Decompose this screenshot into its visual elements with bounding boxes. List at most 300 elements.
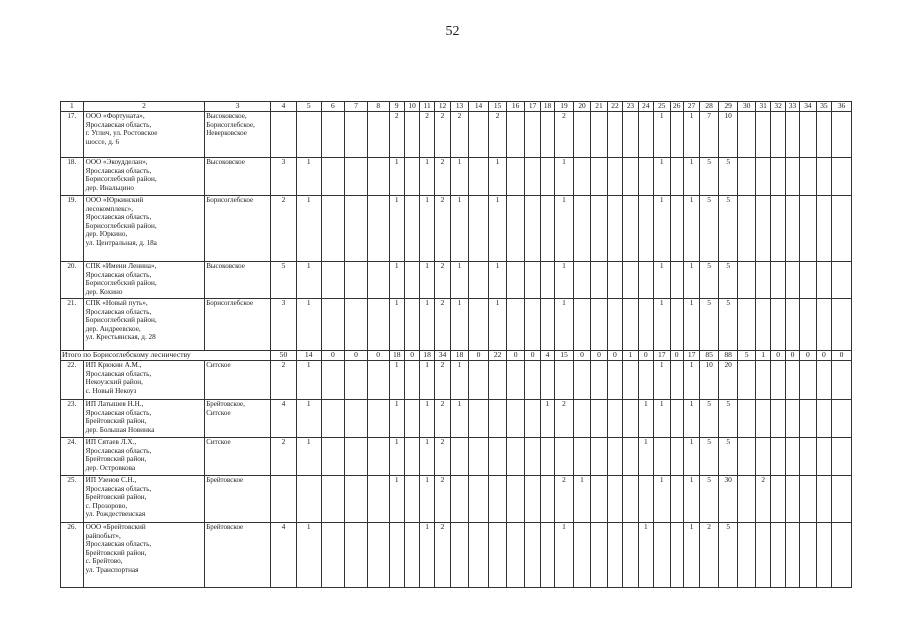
value-cell: 1 — [638, 523, 653, 588]
organization-line: с. Брейтово, — [85, 557, 123, 566]
value-cell: 2 — [755, 476, 770, 523]
organization-line: Борисоглебский район, — [85, 316, 157, 325]
value-cell: 1 — [623, 351, 638, 361]
value-cell: 5 — [700, 262, 719, 299]
value-cell — [816, 299, 831, 351]
value-cell — [321, 476, 345, 523]
value-cell — [607, 361, 622, 400]
value-cell — [540, 438, 554, 476]
organization-line: СПК «Имени Ленина», — [85, 262, 157, 270]
value-cell — [345, 196, 368, 262]
value-cell — [638, 262, 653, 299]
value-cell: 2 — [271, 196, 297, 262]
value-cell — [800, 196, 816, 262]
value-cell: 1 — [420, 262, 434, 299]
value-cell — [321, 438, 345, 476]
organization-line: дер. Андреевское, — [85, 324, 141, 333]
organization-line: Борисоглебский район, — [85, 221, 157, 230]
value-cell — [321, 400, 345, 438]
value-cell — [404, 523, 419, 588]
organization-line: ул. Крестьянская, д. 28 — [85, 333, 156, 342]
value-cell — [638, 196, 653, 262]
value-cell: 20 — [718, 361, 738, 400]
value-cell: 1 — [654, 262, 670, 299]
value-cell — [755, 158, 770, 196]
value-cell — [321, 523, 345, 588]
value-cell: 1 — [451, 400, 469, 438]
value-cell: 34 — [434, 351, 450, 361]
value-cell — [755, 112, 770, 158]
value-cell — [623, 196, 638, 262]
value-cell: 5 — [700, 196, 719, 262]
value-cell: 0 — [607, 351, 622, 361]
value-cell — [832, 299, 852, 351]
total-row — [61, 351, 852, 361]
value-cell: 1 — [555, 262, 574, 299]
value-cell: 5 — [718, 158, 738, 196]
value-cell: 1 — [555, 299, 574, 351]
organization-line: с. Прозорово, — [85, 501, 128, 510]
value-cell: 2 — [434, 438, 450, 476]
value-cell — [525, 476, 540, 523]
value-cell — [832, 438, 852, 476]
value-cell: 4 — [271, 523, 297, 588]
value-cell — [771, 262, 785, 299]
district-line: Брейтовское, — [206, 400, 245, 408]
organization-line: дер. Юркино, — [85, 230, 128, 239]
value-cell: 1 — [420, 400, 434, 438]
value-cell — [506, 196, 525, 262]
value-cell: 1 — [389, 299, 404, 351]
value-cell — [832, 158, 852, 196]
value-cell — [816, 400, 831, 438]
row-number: 17. — [61, 112, 84, 158]
value-cell: 1 — [489, 158, 507, 196]
value-cell — [816, 476, 831, 523]
organization-line: шоссе, д. 6 — [85, 137, 120, 146]
value-cell — [738, 262, 756, 299]
organization-line: ИП Сятаев Л.Х., — [85, 438, 137, 446]
district-line: Борисоглебское — [206, 196, 254, 204]
value-cell — [738, 112, 756, 158]
value-cell — [670, 523, 683, 588]
value-cell — [638, 158, 653, 196]
value-cell — [591, 523, 607, 588]
organization-cell — [83, 438, 205, 476]
value-cell: 0 — [670, 351, 683, 361]
table-row — [61, 476, 852, 523]
value-cell — [525, 400, 540, 438]
value-cell: 2 — [434, 400, 450, 438]
value-cell — [638, 361, 653, 400]
value-cell — [321, 361, 345, 400]
district-line: Ситское — [206, 438, 231, 446]
value-cell: 2 — [434, 361, 450, 400]
value-cell — [468, 523, 489, 588]
value-cell — [573, 400, 591, 438]
value-cell: 5 — [700, 400, 719, 438]
value-cell — [555, 438, 574, 476]
value-cell — [345, 438, 368, 476]
value-cell: 0 — [367, 351, 389, 361]
value-cell — [607, 158, 622, 196]
value-cell — [489, 476, 507, 523]
district-cell — [205, 523, 271, 588]
value-cell: 0 — [816, 351, 831, 361]
organization-line: дер. Островкова — [85, 463, 136, 472]
organization-line: Некоузский район, — [85, 378, 143, 387]
value-cell — [738, 361, 756, 400]
value-cell — [607, 196, 622, 262]
value-cell: 1 — [755, 351, 770, 361]
value-cell — [367, 523, 389, 588]
value-cell: 4 — [540, 351, 554, 361]
organization-line: Брейтовский район, — [85, 455, 147, 464]
value-cell — [404, 438, 419, 476]
value-cell — [468, 262, 489, 299]
value-cell — [389, 523, 404, 588]
value-cell — [800, 523, 816, 588]
district-cell — [205, 400, 271, 438]
value-cell: 2 — [434, 112, 450, 158]
value-cell: 14 — [296, 351, 321, 361]
column-header: 30 — [738, 102, 756, 112]
value-cell: 1 — [489, 196, 507, 262]
value-cell — [540, 299, 554, 351]
value-cell — [755, 262, 770, 299]
column-header: 23 — [623, 102, 638, 112]
value-cell — [832, 262, 852, 299]
value-cell — [785, 262, 799, 299]
organization-cell — [83, 400, 205, 438]
organization-line: дер. Инальцино — [85, 183, 134, 192]
column-header: 32 — [771, 102, 785, 112]
column-header: 3 — [205, 102, 271, 112]
column-header: 29 — [718, 102, 738, 112]
organization-cell — [83, 262, 205, 299]
value-cell — [345, 158, 368, 196]
row-number: 23. — [61, 400, 84, 438]
value-cell: 0 — [573, 351, 591, 361]
value-cell: 5 — [718, 196, 738, 262]
value-cell: 1 — [638, 438, 653, 476]
table-row — [61, 361, 852, 400]
value-cell — [525, 262, 540, 299]
value-cell: 1 — [451, 196, 469, 262]
value-cell — [670, 112, 683, 158]
column-header: 16 — [506, 102, 525, 112]
value-cell: 0 — [591, 351, 607, 361]
value-cell — [607, 438, 622, 476]
value-cell: 22 — [489, 351, 507, 361]
value-cell: 2 — [389, 112, 404, 158]
value-cell — [506, 158, 525, 196]
organization-line: Ярославская область, — [85, 307, 152, 316]
value-cell — [367, 299, 389, 351]
value-cell — [489, 361, 507, 400]
organization-line: Ярославская область, — [85, 446, 152, 455]
value-cell — [832, 112, 852, 158]
organization-line: ул. Рождественская — [85, 510, 146, 519]
value-cell: 1 — [489, 262, 507, 299]
value-cell: 0 — [832, 351, 852, 361]
value-cell — [367, 476, 389, 523]
organization-cell — [83, 476, 205, 523]
column-header: 5 — [296, 102, 321, 112]
value-cell: 1 — [420, 523, 434, 588]
value-cell: 0 — [800, 351, 816, 361]
value-cell: 2 — [434, 158, 450, 196]
value-cell: 30 — [718, 476, 738, 523]
value-cell — [573, 196, 591, 262]
value-cell: 1 — [683, 523, 699, 588]
table-row — [61, 438, 852, 476]
value-cell — [367, 158, 389, 196]
value-cell — [468, 196, 489, 262]
value-cell: 1 — [540, 400, 554, 438]
value-cell — [573, 438, 591, 476]
row-number: 21. — [61, 299, 84, 351]
value-cell — [670, 476, 683, 523]
value-cell — [670, 158, 683, 196]
value-cell — [785, 523, 799, 588]
table-row — [61, 112, 852, 158]
value-cell: 2 — [555, 476, 574, 523]
value-cell: 1 — [555, 158, 574, 196]
value-cell: 2 — [434, 523, 450, 588]
value-cell — [591, 262, 607, 299]
organization-cell — [83, 112, 205, 158]
column-header: 35 — [816, 102, 831, 112]
column-header: 26 — [670, 102, 683, 112]
district-line: Брейтовское — [206, 523, 244, 531]
organization-line: ул. Центральная, д. 18а — [85, 238, 157, 247]
value-cell: 1 — [654, 400, 670, 438]
value-cell — [800, 476, 816, 523]
column-header: 28 — [700, 102, 719, 112]
value-cell: 2 — [434, 299, 450, 351]
value-cell — [451, 476, 469, 523]
value-cell: 1 — [389, 400, 404, 438]
value-cell — [489, 438, 507, 476]
value-cell — [832, 476, 852, 523]
value-cell: 2 — [555, 112, 574, 158]
value-cell — [525, 523, 540, 588]
value-cell — [404, 196, 419, 262]
value-cell — [816, 262, 831, 299]
value-cell: 1 — [683, 476, 699, 523]
value-cell: 1 — [638, 400, 653, 438]
value-cell — [607, 400, 622, 438]
value-cell — [540, 112, 554, 158]
column-header: 15 — [489, 102, 507, 112]
value-cell — [525, 299, 540, 351]
value-cell — [573, 112, 591, 158]
value-cell — [755, 523, 770, 588]
value-cell: 2 — [271, 438, 297, 476]
value-cell — [367, 112, 389, 158]
organization-line: Ярославская область, — [85, 540, 152, 549]
value-cell — [832, 400, 852, 438]
value-cell — [573, 262, 591, 299]
value-cell: 2 — [434, 196, 450, 262]
value-cell — [506, 262, 525, 299]
value-cell — [271, 476, 297, 523]
value-cell — [525, 438, 540, 476]
value-cell — [623, 299, 638, 351]
organization-line: Борисоглебский район, — [85, 175, 157, 184]
value-cell: 1 — [389, 158, 404, 196]
row-number: 18. — [61, 158, 84, 196]
organization-line: г. Углич, ул. Ростовское — [85, 129, 158, 138]
value-cell — [404, 400, 419, 438]
value-cell: 0 — [525, 351, 540, 361]
value-cell — [670, 361, 683, 400]
column-header: 36 — [832, 102, 852, 112]
value-cell — [623, 523, 638, 588]
value-cell: 1 — [389, 196, 404, 262]
value-cell: 18 — [389, 351, 404, 361]
value-cell — [573, 299, 591, 351]
table-row — [61, 196, 852, 262]
value-cell: 1 — [683, 196, 699, 262]
organization-line: СПК «Новый путь», — [85, 299, 148, 307]
value-cell — [755, 438, 770, 476]
value-cell: 1 — [654, 361, 670, 400]
value-cell — [654, 438, 670, 476]
value-cell: 2 — [700, 523, 719, 588]
value-cell: 2 — [489, 112, 507, 158]
organization-line: Ярославская область, — [85, 213, 152, 222]
value-cell: 1 — [555, 523, 574, 588]
value-cell — [468, 361, 489, 400]
value-cell: 2 — [451, 112, 469, 158]
value-cell — [771, 196, 785, 262]
value-cell — [468, 158, 489, 196]
value-cell — [404, 112, 419, 158]
district-line: Брейтовское — [206, 476, 244, 484]
value-cell: 10 — [700, 361, 719, 400]
value-cell: 1 — [296, 438, 321, 476]
value-cell — [404, 361, 419, 400]
value-cell: 1 — [489, 299, 507, 351]
value-cell — [755, 400, 770, 438]
value-cell — [800, 299, 816, 351]
value-cell — [607, 262, 622, 299]
value-cell: 2 — [434, 262, 450, 299]
value-cell: 3 — [271, 299, 297, 351]
value-cell: 18 — [451, 351, 469, 361]
column-header: 27 — [683, 102, 699, 112]
value-cell: 5 — [700, 299, 719, 351]
value-cell — [506, 112, 525, 158]
value-cell: 0 — [638, 351, 653, 361]
table-row — [61, 523, 852, 588]
value-cell — [451, 438, 469, 476]
value-cell — [591, 476, 607, 523]
value-cell — [468, 299, 489, 351]
value-cell — [638, 299, 653, 351]
value-cell — [404, 476, 419, 523]
value-cell — [670, 196, 683, 262]
value-cell — [525, 112, 540, 158]
organization-line: Ярославская область, — [85, 270, 152, 279]
value-cell — [540, 196, 554, 262]
district-cell — [205, 438, 271, 476]
district-line: Высоковское — [206, 158, 245, 166]
row-number: 19. — [61, 196, 84, 262]
column-header: 34 — [800, 102, 816, 112]
district-line: Высоковское — [206, 262, 245, 270]
value-cell — [345, 523, 368, 588]
value-cell — [468, 112, 489, 158]
value-cell — [451, 523, 469, 588]
table-row — [61, 158, 852, 196]
value-cell — [785, 438, 799, 476]
value-cell — [404, 158, 419, 196]
district-line: Борисоглебское, — [206, 120, 255, 129]
column-header: 33 — [785, 102, 799, 112]
column-header: 13 — [451, 102, 469, 112]
value-cell — [832, 361, 852, 400]
value-cell: 10 — [718, 112, 738, 158]
organization-line: райпобыт», — [85, 531, 121, 540]
value-cell — [771, 299, 785, 351]
value-cell — [468, 438, 489, 476]
value-cell: 1 — [389, 438, 404, 476]
value-cell: 1 — [296, 299, 321, 351]
organization-line: дер. Кохино — [85, 287, 123, 296]
value-cell — [771, 400, 785, 438]
value-cell — [654, 523, 670, 588]
value-cell: 1 — [451, 262, 469, 299]
value-cell: 1 — [683, 299, 699, 351]
column-header: 2 — [83, 102, 205, 112]
value-cell: 4 — [271, 400, 297, 438]
value-cell — [525, 196, 540, 262]
district-line: Высоковское, — [206, 112, 247, 120]
value-cell — [771, 523, 785, 588]
value-cell — [785, 400, 799, 438]
value-cell — [345, 299, 368, 351]
value-cell — [321, 158, 345, 196]
value-cell — [755, 196, 770, 262]
value-cell: 1 — [683, 438, 699, 476]
value-cell — [404, 262, 419, 299]
value-cell — [771, 112, 785, 158]
organization-line: Брейтовский район, — [85, 548, 147, 557]
value-cell — [573, 158, 591, 196]
header-row — [61, 102, 852, 112]
row-number: 22. — [61, 361, 84, 400]
value-cell — [540, 262, 554, 299]
column-header: 19 — [555, 102, 574, 112]
value-cell — [785, 299, 799, 351]
value-cell — [367, 438, 389, 476]
value-cell — [623, 112, 638, 158]
value-cell: 2 — [420, 112, 434, 158]
value-cell: 0 — [468, 351, 489, 361]
value-cell — [321, 112, 345, 158]
value-cell — [404, 299, 419, 351]
value-cell: 7 — [700, 112, 719, 158]
value-cell: 1 — [654, 196, 670, 262]
value-cell — [738, 523, 756, 588]
organization-line: лесокомплекс», — [85, 204, 134, 213]
value-cell — [468, 476, 489, 523]
value-cell — [591, 361, 607, 400]
page-number: 52 — [445, 24, 460, 39]
